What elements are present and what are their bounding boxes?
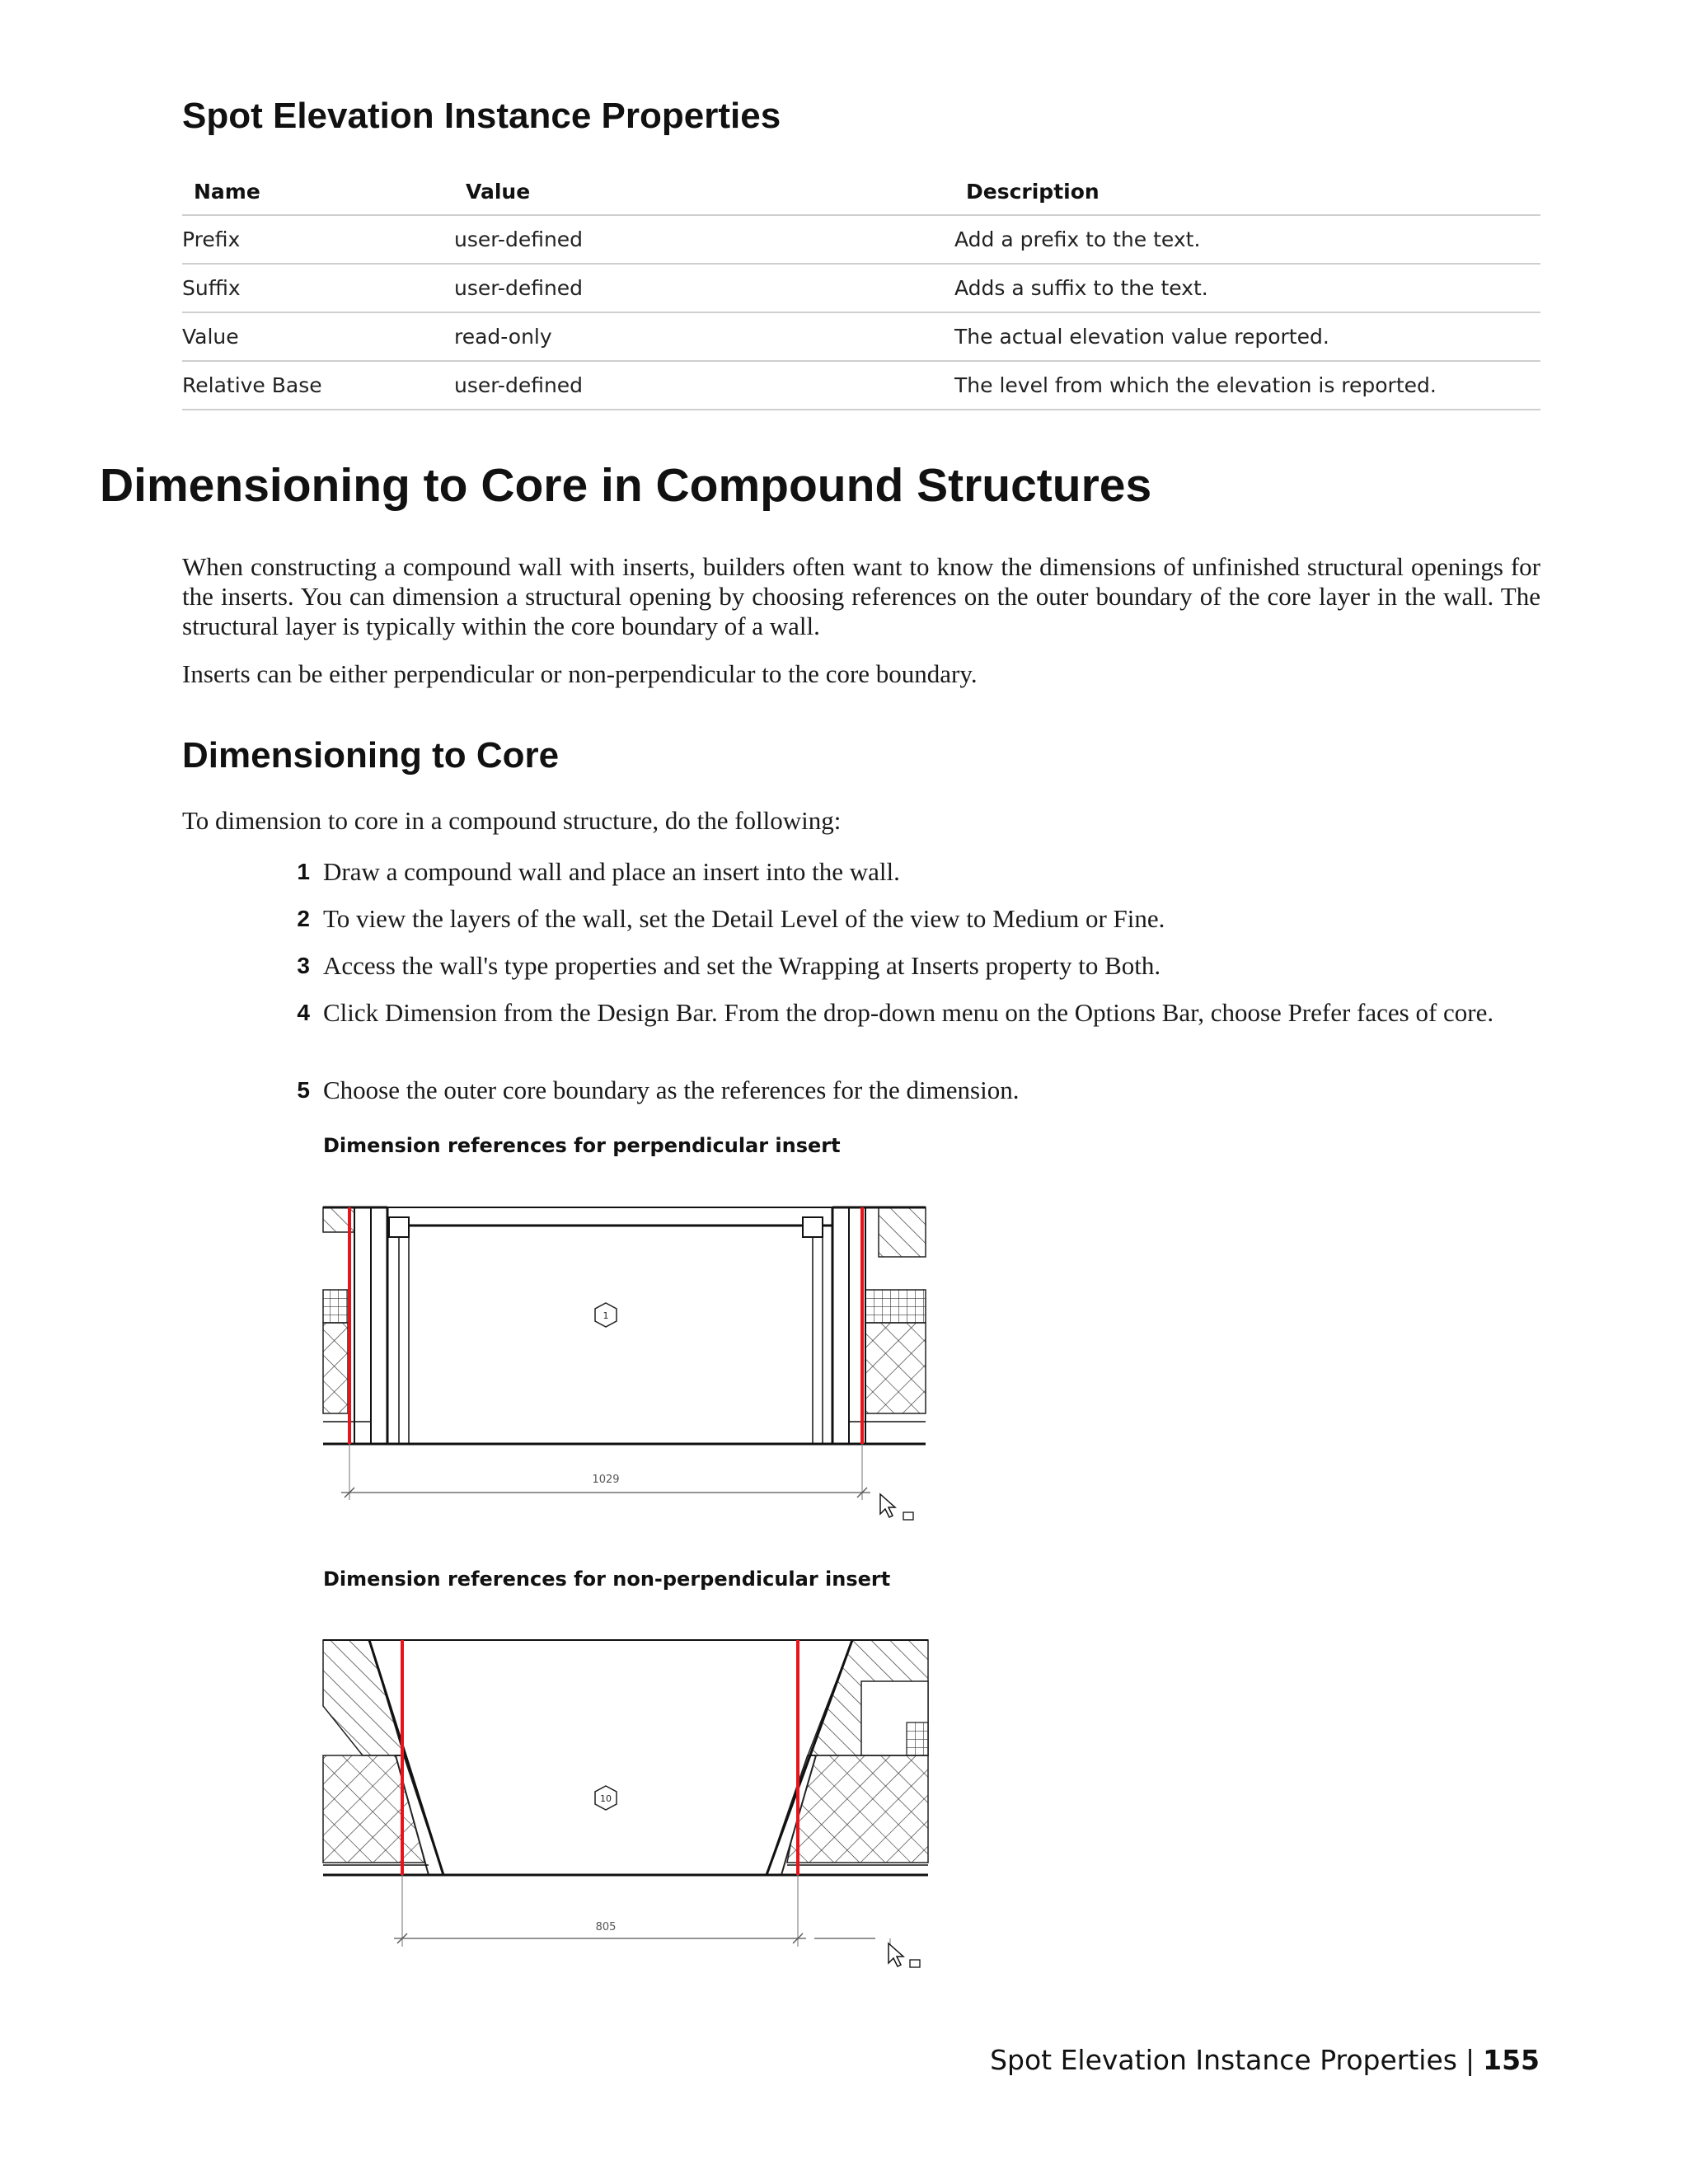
cell-name: Value	[182, 312, 454, 361]
table-row	[182, 264, 1540, 312]
step-text: Access the wall's type properties and set the Wrapping at Inserts property to Both.	[323, 951, 1161, 980]
non-perpendicular-insert-figure	[321, 1632, 931, 1978]
cell-value: user-defined	[454, 215, 954, 264]
left-wall-layers	[323, 1640, 443, 1875]
left-wall-layers	[323, 1207, 387, 1444]
main-heading: Dimensioning to Core in Compound Structures	[100, 459, 1152, 512]
section-title: Spot Elevation Instance Properties	[182, 96, 781, 136]
dimension-line	[341, 1444, 870, 1500]
step-number: 3	[297, 953, 310, 978]
step-number: 2	[297, 906, 310, 931]
cell-description: Add a prefix to the text.	[954, 215, 1540, 264]
step-text: Click Dimension from the Design Bar. From the drop-down menu on the Options Bar, choose Prefer faces of core.	[323, 998, 1494, 1027]
paragraph: When constructing a compound wall with inserts, builders often want to know the dimensions of unfinished structural openings for the inserts. You can dimension a structural opening by choosing references on the outer boundary of the core layer in the wall. The structural layer is typically within the core boundary of a wall.	[182, 552, 1540, 640]
properties-table	[182, 168, 1540, 410]
page-footer	[990, 2044, 1540, 2076]
step-text: Draw a compound wall and place an insert into the wall.	[323, 857, 900, 886]
insert-tag	[595, 1303, 617, 1327]
dimension-line	[394, 1875, 890, 1961]
figure-caption: Dimension references for perpendicular insert	[323, 1134, 841, 1157]
intro-text: To dimension to core in a compound structure, do the following:	[182, 806, 842, 835]
dimension-value: 805	[595, 1921, 617, 1933]
right-wall-layers	[767, 1640, 928, 1875]
step-text: Choose the outer core boundary as the references for the dimension.	[323, 1076, 1020, 1104]
insert-tag-label: 10	[600, 1793, 612, 1804]
column-header-name: Name	[182, 168, 454, 215]
perpendicular-insert-figure	[321, 1199, 927, 1529]
cursor-icon	[880, 1494, 913, 1520]
cell-description: The level from which the elevation is reported.	[954, 361, 1540, 410]
cell-value: read-only	[454, 312, 954, 361]
right-wall-layers	[832, 1207, 926, 1444]
column-header-value: Value	[454, 168, 954, 215]
table-row	[182, 361, 1540, 410]
cell-description: The actual elevation value reported.	[954, 312, 1540, 361]
cell-value: user-defined	[454, 361, 954, 410]
table-row	[182, 312, 1540, 361]
table-row	[182, 215, 1540, 264]
insert-tag	[595, 1786, 617, 1810]
cell-value: user-defined	[454, 264, 954, 312]
sub-heading: Dimensioning to Core	[182, 735, 560, 776]
paragraph: Inserts can be either perpendicular or non-perpendicular to the core boundary.	[182, 659, 978, 688]
cell-name: Prefix	[182, 215, 454, 264]
footer-title: Spot Elevation Instance Properties	[990, 2044, 1457, 2076]
insert-tag-label: 1	[603, 1310, 609, 1321]
step-number: 4	[297, 1000, 310, 1025]
step-text: To view the layers of the wall, set the Detail Level of the view to Medium or Fine.	[323, 904, 1165, 933]
cell-name: Suffix	[182, 264, 454, 312]
step-number: 5	[297, 1077, 310, 1103]
cell-description: Adds a suffix to the text.	[954, 264, 1540, 312]
table-header-row	[182, 168, 1540, 215]
page-number: 155	[1483, 2044, 1540, 2076]
dimension-value: 1029	[592, 1474, 620, 1486]
figure-caption: Dimension references for non-perpendicular insert	[323, 1568, 891, 1591]
footer-separator: |	[1465, 2044, 1475, 2076]
window-insert	[323, 1207, 926, 1444]
column-header-description: Description	[954, 168, 1540, 215]
cursor-icon	[889, 1943, 920, 1967]
step-number: 1	[297, 859, 310, 884]
cell-name: Relative Base	[182, 361, 454, 410]
